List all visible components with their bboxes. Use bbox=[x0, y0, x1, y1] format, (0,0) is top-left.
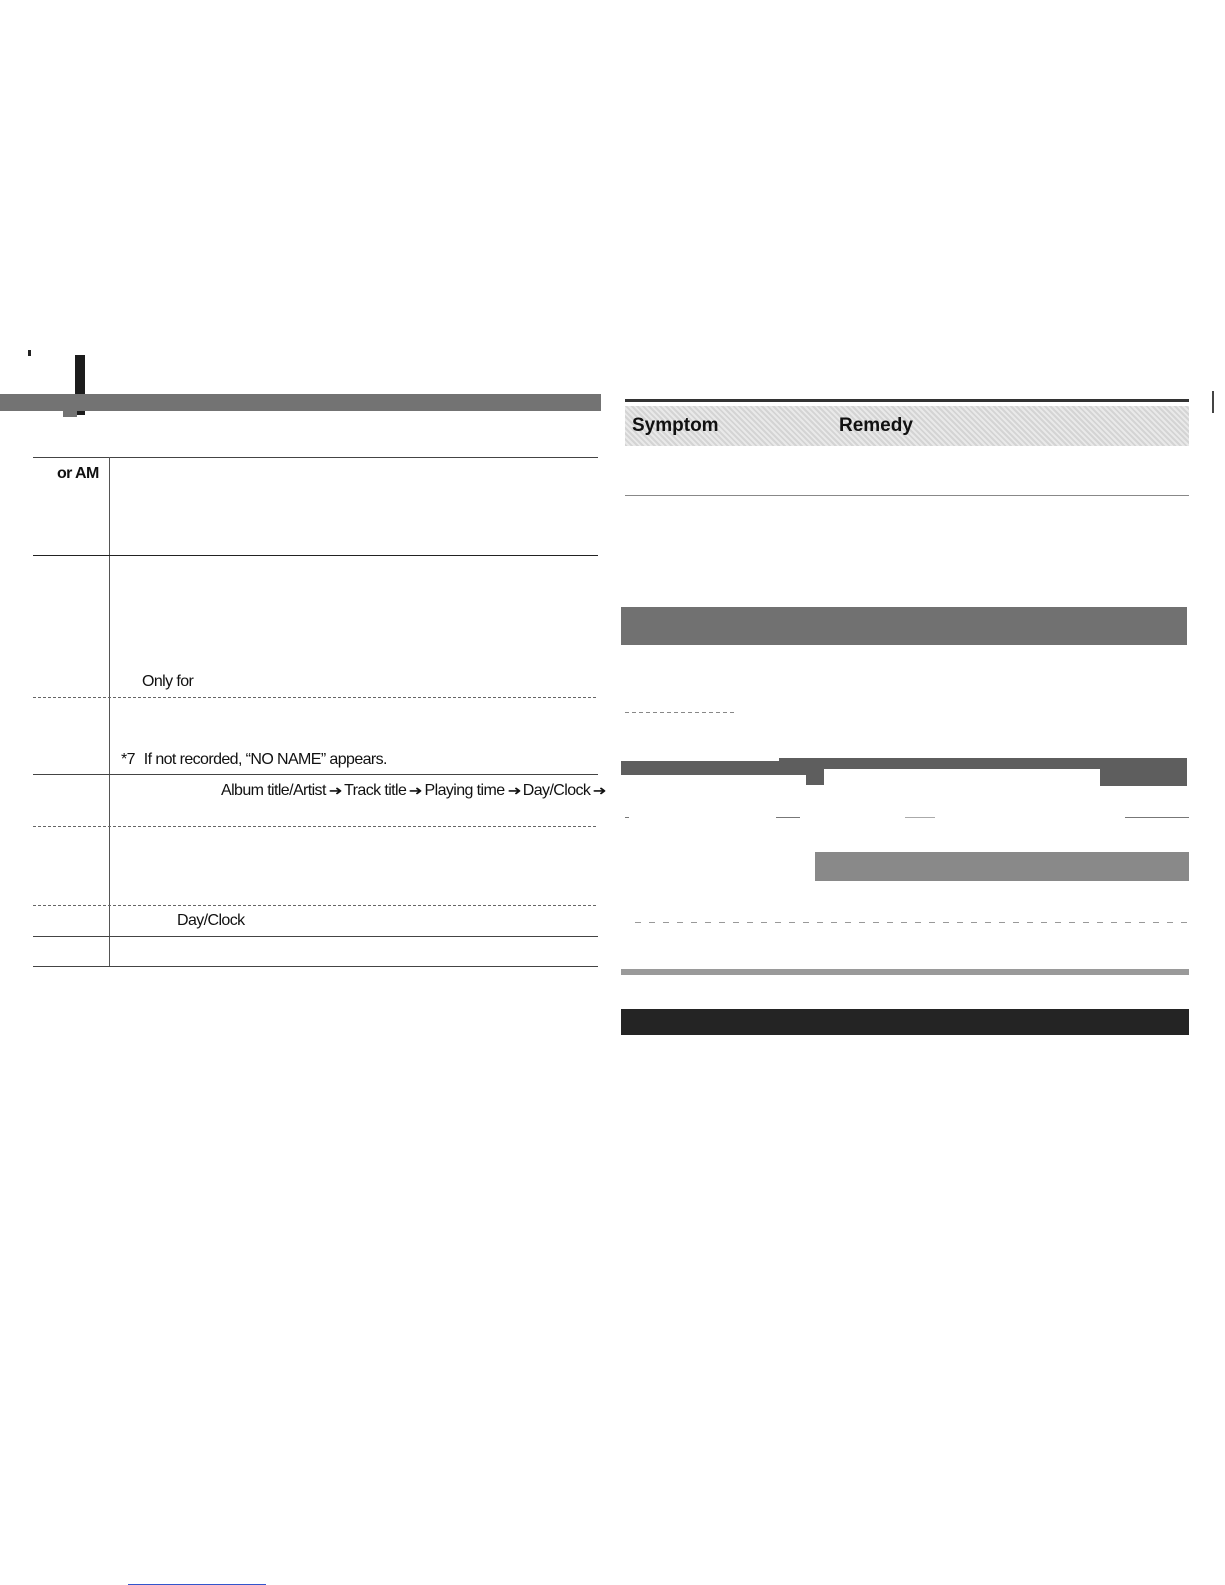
sequence-item: Day/Clock bbox=[522, 782, 591, 799]
arrow-right-icon: ➜ bbox=[408, 783, 423, 798]
arrow-right-icon: ➜ bbox=[592, 783, 607, 798]
dashed-rule bbox=[776, 817, 800, 818]
dashed-rule bbox=[905, 817, 935, 818]
section-bar bbox=[621, 607, 1187, 645]
dashed-rule bbox=[625, 817, 629, 818]
footnote-marker: *7 bbox=[121, 751, 135, 768]
footnote-row bbox=[121, 751, 387, 769]
table-row-rule bbox=[33, 774, 598, 775]
arrow-right-icon: ➜ bbox=[328, 783, 342, 798]
section-bar bbox=[779, 758, 1187, 769]
table-row-rule bbox=[33, 555, 598, 556]
table-row-rule bbox=[625, 495, 1189, 496]
arrow-right-icon: ➜ bbox=[506, 783, 521, 798]
table-top-rule bbox=[33, 457, 598, 458]
table-bottom-rule bbox=[33, 966, 598, 967]
page-edge-mark bbox=[1212, 391, 1214, 413]
corner-tick bbox=[28, 350, 31, 356]
display-sequence bbox=[221, 782, 609, 800]
section-bar bbox=[815, 852, 1189, 881]
header-symptom: Symptom bbox=[632, 415, 719, 436]
header-remedy: Remedy bbox=[839, 415, 913, 436]
troubleshooting-table-header bbox=[625, 406, 1189, 446]
footnote-text: If not recorded, “NO NAME” appears. bbox=[143, 751, 387, 768]
section-bar bbox=[1100, 769, 1187, 786]
section-header-notch bbox=[63, 411, 77, 417]
sequence-item: Album title/Artist bbox=[221, 782, 326, 799]
table-row-rule bbox=[33, 936, 598, 937]
dashed-rule bbox=[635, 922, 1189, 923]
section-header-band bbox=[0, 394, 601, 411]
table-row-rule bbox=[33, 905, 598, 906]
section-bar-notch bbox=[806, 769, 824, 785]
row-label-or-am: or AM bbox=[57, 465, 99, 482]
sequence-item: Playing time bbox=[424, 782, 505, 799]
row-note-day-clock: Day/Clock bbox=[177, 912, 245, 929]
dashed-rule bbox=[1125, 817, 1189, 818]
table-row-rule bbox=[33, 697, 598, 698]
row-note-only-for: Only for bbox=[142, 673, 194, 690]
table-column-divider bbox=[109, 457, 110, 967]
section-rule bbox=[621, 969, 1189, 975]
table-row-rule bbox=[33, 826, 598, 827]
section-bar-dark bbox=[621, 1009, 1189, 1035]
sequence-item: Track title bbox=[344, 782, 407, 799]
dashed-rule bbox=[625, 712, 735, 713]
troubleshooting-top-rule bbox=[625, 399, 1189, 402]
